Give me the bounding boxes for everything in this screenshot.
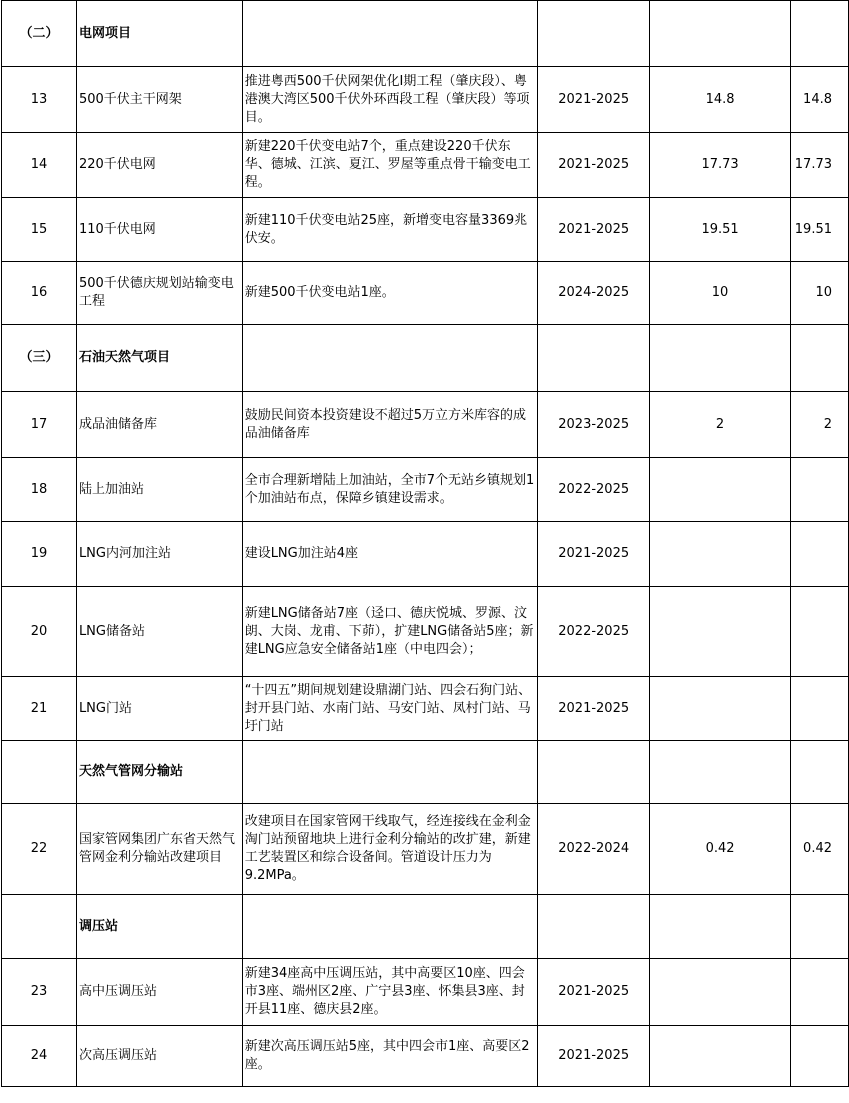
planned-investment-cell: [790, 587, 848, 677]
section-number-cell: （二）: [2, 1, 77, 67]
project-name-cell: LNG内河加注站: [76, 522, 242, 587]
total-investment-cell: [650, 1026, 791, 1087]
row-number-cell: 23: [2, 959, 77, 1026]
period-cell: 2021-2025: [538, 133, 650, 198]
table-row: [2, 133, 849, 198]
empty-cell: [650, 895, 791, 959]
period-cell: 2021-2025: [538, 198, 650, 262]
project-description-cell: 新建110千伏变电站25座，新增变电容量3369兆伏安。: [242, 198, 538, 262]
row-number-cell: 19: [2, 522, 77, 587]
section-row: [2, 895, 849, 959]
empty-cell: [650, 741, 791, 804]
row-number-cell: 16: [2, 262, 77, 325]
section-number-cell: [2, 895, 77, 959]
table-row: [2, 262, 849, 325]
total-investment-cell: 0.42: [650, 804, 791, 895]
table-row: [2, 458, 849, 522]
project-table: [1, 0, 849, 1087]
empty-cell: [538, 1, 650, 67]
period-cell: 2021-2025: [538, 677, 650, 741]
row-number-cell: 22: [2, 804, 77, 895]
project-description-cell: “十四五”期间规划建设鼎湖门站、四会石狗门站、封开县门站、水南门站、马安门站、凤村门站、马圩门站: [242, 677, 538, 741]
table-row: [2, 392, 849, 458]
project-description-cell: 新建500千伏变电站1座。: [242, 262, 538, 325]
project-description-cell: 新建次高压调压站5座，其中四会市1座、高要区2座。: [242, 1026, 538, 1087]
empty-cell: [790, 741, 848, 804]
table-row: [2, 959, 849, 1026]
total-investment-cell: [650, 677, 791, 741]
empty-cell: [790, 1, 848, 67]
row-number-cell: 14: [2, 133, 77, 198]
project-name-cell: LNG储备站: [76, 587, 242, 677]
project-name-cell: 220千伏电网: [76, 133, 242, 198]
total-investment-cell: 14.8: [650, 67, 791, 133]
section-number-cell: （三）: [2, 325, 77, 392]
planned-investment-cell: [790, 458, 848, 522]
table-row: [2, 1026, 849, 1087]
empty-cell: [650, 1, 791, 67]
section-number-cell: [2, 741, 77, 804]
table-row: [2, 587, 849, 677]
section-row: [2, 1, 849, 67]
empty-cell: [242, 895, 538, 959]
empty-cell: [538, 741, 650, 804]
total-investment-cell: [650, 458, 791, 522]
project-name-cell: 高中压调压站: [76, 959, 242, 1026]
period-cell: 2023-2025: [538, 392, 650, 458]
period-cell: 2021-2025: [538, 67, 650, 133]
total-investment-cell: 17.73: [650, 133, 791, 198]
section-title-cell: 天然气管网分输站: [76, 741, 242, 804]
period-cell: 2021-2025: [538, 959, 650, 1026]
project-description-cell: 全市合理新增陆上加油站，全市7个无站乡镇规划1个加油站布点，保障乡镇建设需求。: [242, 458, 538, 522]
total-investment-cell: [650, 959, 791, 1026]
planned-investment-cell: 2: [790, 392, 848, 458]
planned-investment-cell: 17.73: [790, 133, 848, 198]
empty-cell: [538, 895, 650, 959]
row-number-cell: 15: [2, 198, 77, 262]
planned-investment-cell: 14.8: [790, 67, 848, 133]
planned-investment-cell: [790, 677, 848, 741]
project-description-cell: 鼓励民间资本投资建设不超过5万立方米库容的成品油储备库: [242, 392, 538, 458]
project-name-cell: 次高压调压站: [76, 1026, 242, 1087]
table-row: [2, 198, 849, 262]
row-number-cell: 20: [2, 587, 77, 677]
planned-investment-cell: 19.51: [790, 198, 848, 262]
empty-cell: [242, 741, 538, 804]
table-row: [2, 522, 849, 587]
row-number-cell: 13: [2, 67, 77, 133]
planned-investment-cell: 0.42: [790, 804, 848, 895]
empty-cell: [790, 325, 848, 392]
project-name-cell: 500千伏德庆规划站输变电工程: [76, 262, 242, 325]
total-investment-cell: 10: [650, 262, 791, 325]
project-description-cell: 新建220千伏变电站7个，重点建设220千伏东华、德城、江滨、夏江、罗屋等重点骨干输变电工程。: [242, 133, 538, 198]
table-row: [2, 804, 849, 895]
section-title-cell: 石油天然气项目: [76, 325, 242, 392]
project-description-cell: 改建项目在国家管网干线取气，经连接线在金利金淘门站预留地块上进行金利分输站的改扩建，新建工艺装置区和综合设备间。管道设计压力为9.2MPa。: [242, 804, 538, 895]
project-description-cell: 建设LNG加注站4座: [242, 522, 538, 587]
project-name-cell: 110千伏电网: [76, 198, 242, 262]
project-name-cell: 500千伏主干网架: [76, 67, 242, 133]
empty-cell: [242, 1, 538, 67]
planned-investment-cell: 10: [790, 262, 848, 325]
project-description-cell: 新建34座高中压调压站，其中高要区10座、四会市3座、端州区2座、广宁县3座、怀集县3座、封开县11座、德庆县2座。: [242, 959, 538, 1026]
project-name-cell: 陆上加油站: [76, 458, 242, 522]
empty-cell: [790, 895, 848, 959]
planned-investment-cell: [790, 522, 848, 587]
period-cell: 2022-2024: [538, 804, 650, 895]
row-number-cell: 24: [2, 1026, 77, 1087]
row-number-cell: 17: [2, 392, 77, 458]
empty-cell: [650, 325, 791, 392]
total-investment-cell: 19.51: [650, 198, 791, 262]
section-title-cell: 电网项目: [76, 1, 242, 67]
table-row: [2, 677, 849, 741]
section-row: [2, 325, 849, 392]
empty-cell: [538, 325, 650, 392]
project-name-cell: LNG门站: [76, 677, 242, 741]
period-cell: 2024-2025: [538, 262, 650, 325]
project-description-cell: 推进粤西500千伏网架优化Ⅰ期工程（肇庆段）、粤港澳大湾区500千伏外环西段工程（肇庆段）等项目。: [242, 67, 538, 133]
empty-cell: [242, 325, 538, 392]
total-investment-cell: [650, 587, 791, 677]
project-name-cell: 国家管网集团广东省天然气管网金利分输站改建项目: [76, 804, 242, 895]
row-number-cell: 21: [2, 677, 77, 741]
period-cell: 2021-2025: [538, 1026, 650, 1087]
planned-investment-cell: [790, 959, 848, 1026]
section-title-cell: 调压站: [76, 895, 242, 959]
period-cell: 2022-2025: [538, 458, 650, 522]
project-description-cell: 新建LNG储备站7座（迳口、德庆悦城、罗源、汶朗、大岗、龙甫、下茆），扩建LNG储备站5座；新建LNG应急安全储备站1座（中电四会）；: [242, 587, 538, 677]
row-number-cell: 18: [2, 458, 77, 522]
period-cell: 2021-2025: [538, 522, 650, 587]
project-name-cell: 成品油储备库: [76, 392, 242, 458]
section-row: [2, 741, 849, 804]
table-row: [2, 67, 849, 133]
total-investment-cell: [650, 522, 791, 587]
total-investment-cell: 2: [650, 392, 791, 458]
period-cell: 2022-2025: [538, 587, 650, 677]
planned-investment-cell: [790, 1026, 848, 1087]
